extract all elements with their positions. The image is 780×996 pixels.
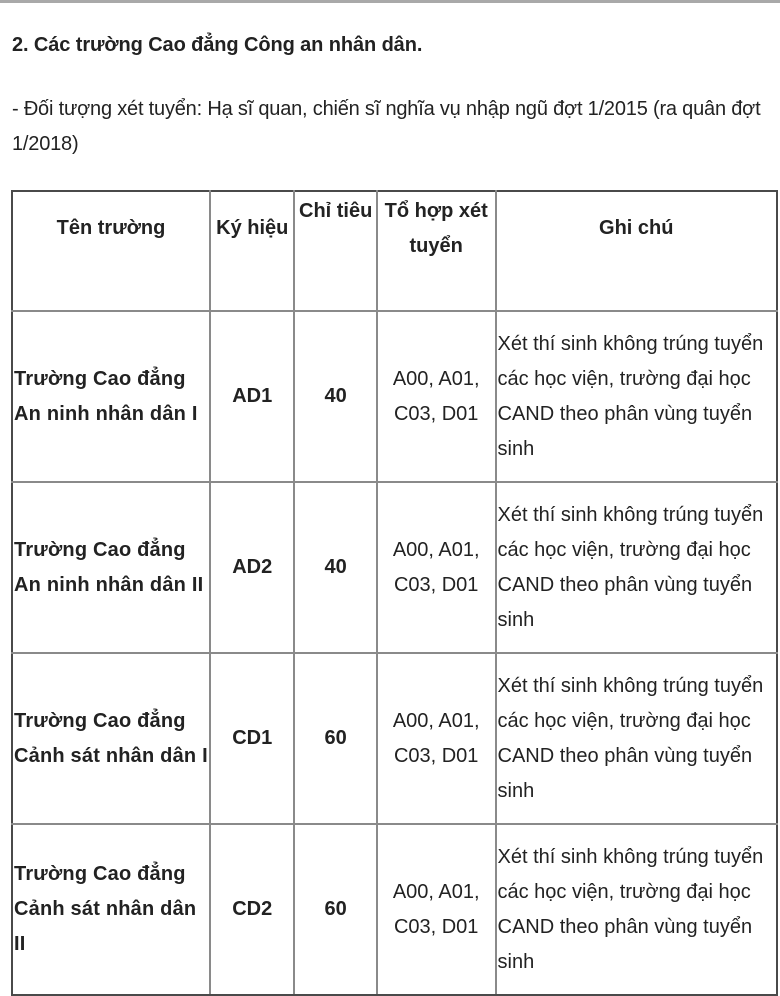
note-cell: Xét thí sinh không trúng tuyển các học viện, trường đại học CAND theo phân vùng tuyển sinh [496, 482, 778, 653]
code-cell: CD2 [210, 824, 294, 995]
quota-cell: 60 [294, 653, 376, 824]
combination-cell: A00, A01, C03, D01 [377, 824, 496, 995]
school-name-cell: Trường Cao đẳng Cảnh sát nhân dân II [12, 824, 210, 995]
header-school-name: Tên trường [12, 191, 210, 311]
note-cell: Xét thí sinh không trúng tuyển các học viện, trường đại học CAND theo phân vùng tuyển sinh [496, 824, 778, 995]
table-row [12, 482, 777, 653]
combination-cell: A00, A01, C03, D01 [377, 653, 496, 824]
table-header-row [12, 191, 777, 311]
code-cell: AD1 [210, 311, 294, 482]
code-cell: CD1 [210, 653, 294, 824]
admissions-table [11, 190, 778, 996]
header-note: Ghi chú [496, 191, 778, 311]
section-heading: 2. Các trường Cao đẳng Công an nhân dân. [12, 34, 423, 56]
table-row [12, 824, 777, 995]
combination-cell: A00, A01, C03, D01 [377, 482, 496, 653]
quota-cell: 60 [294, 824, 376, 995]
eligibility-paragraph: - Đối tượng xét tuyển: Hạ sĩ quan, chiến sĩ nghĩa vụ nhập ngũ đợt 1/2015 (ra quân đợt 1/2018) [12, 98, 761, 155]
quota-cell: 40 [294, 482, 376, 653]
code-cell: AD2 [210, 482, 294, 653]
header-code: Ký hiệu [210, 191, 294, 311]
note-cell: Xét thí sinh không trúng tuyển các học viện, trường đại học CAND theo phân vùng tuyển sinh [496, 311, 778, 482]
header-quota: Chỉ tiêu [294, 191, 376, 311]
note-cell: Xét thí sinh không trúng tuyển các học viện, trường đại học CAND theo phân vùng tuyển sinh [496, 653, 778, 824]
top-divider [0, 0, 780, 3]
quota-cell: 40 [294, 311, 376, 482]
header-combination: Tổ hợp xét tuyển [377, 191, 496, 311]
school-name-cell: Trường Cao đẳng An ninh nhân dân II [12, 482, 210, 653]
combination-cell: A00, A01, C03, D01 [377, 311, 496, 482]
school-name-cell: Trường Cao đẳng An ninh nhân dân I [12, 311, 210, 482]
table-row [12, 653, 777, 824]
table-row [12, 311, 777, 482]
school-name-cell: Trường Cao đẳng Cảnh sát nhân dân I [12, 653, 210, 824]
